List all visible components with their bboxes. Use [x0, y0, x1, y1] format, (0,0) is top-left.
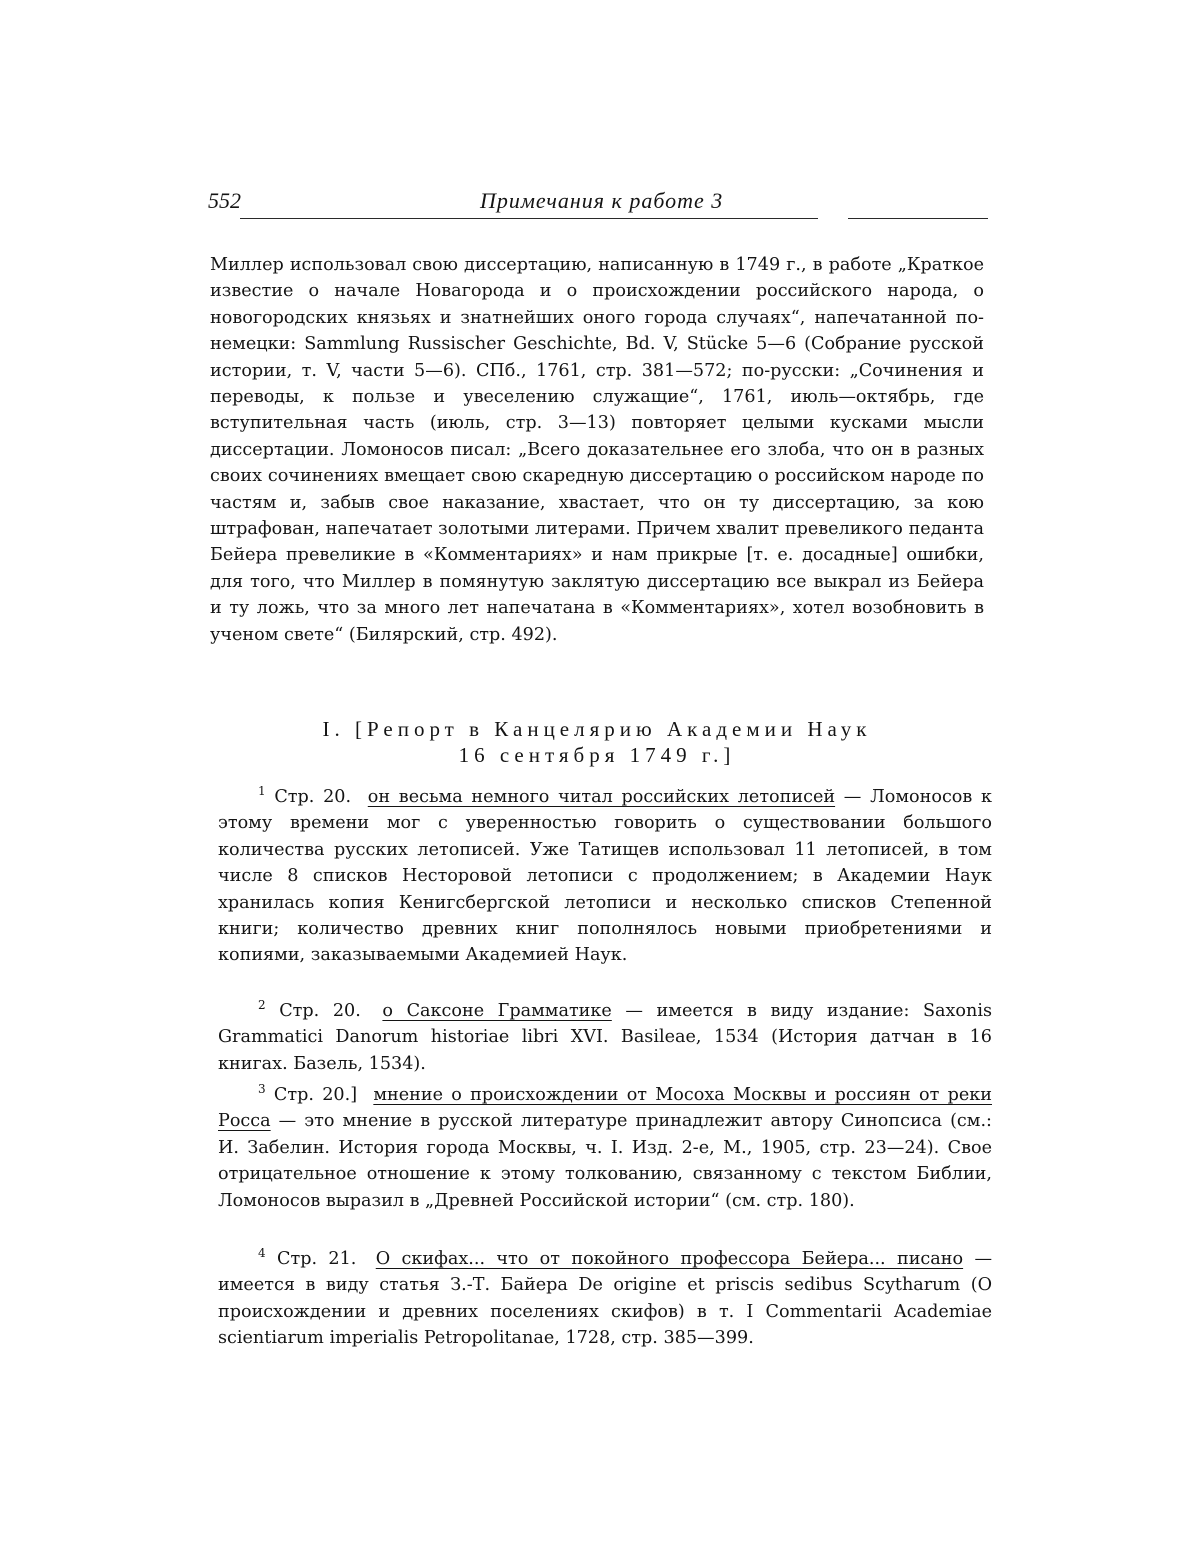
header-rule — [240, 218, 430, 219]
footnotes-list — [218, 784, 992, 1356]
page-number: 552 — [208, 188, 241, 214]
section-heading — [210, 716, 984, 768]
footnote-lemma: он весьма немного читал российских летописей — [368, 787, 835, 807]
section-heading-line-2: 16 сентября 1749 г.] — [210, 742, 984, 768]
footnote — [218, 1246, 992, 1352]
footnote-page-ref: Стр. 20. — [279, 1001, 361, 1021]
footnote-lemma: о Саксоне Грамматике — [382, 1001, 611, 1021]
footnote-number: 2 — [258, 998, 266, 1012]
page-header — [208, 188, 984, 228]
footnote-page-ref: Стр. 20. — [274, 787, 351, 807]
footnote-text: — имеется в виду издание: Saxonis Grammatici Danorum historiae libri XVI. Basileae, 1534 (История датчан в 16 книгах. Базель, 1534). — [218, 1001, 992, 1074]
footnote — [218, 1082, 992, 1242]
running-title: Примечания к работе 3 — [480, 188, 723, 214]
footnote-page-ref: Стр. 20.] — [274, 1085, 357, 1105]
section-heading-line-1: I. [Репорт в Канцелярию Академии Наук — [210, 716, 984, 742]
footnote-number: 1 — [258, 784, 266, 798]
footnote-text: — Ломоносов к этому времени мог с уверенностью говорить о существовании большого количества русских летописей. Уже Татищев использовал 11 летописей, в том числе 8 списков Несторовой летописи с продолжением; в Академии Наук хранилась копия Кенигсбергской летописи и несколько списков Степенной книги; количество древних книг пополнялось новыми приобретениями и копиями, заказываемыми Академией Наук. — [218, 787, 992, 965]
footnote — [218, 784, 992, 994]
footnote — [218, 998, 992, 1078]
footnote-page-ref: Стр. 21. — [277, 1249, 356, 1269]
footnote-number: 4 — [258, 1246, 266, 1260]
footnote-lemma: О скифах... что от покойного профессора Бейера... писано — [376, 1249, 963, 1269]
header-rule — [426, 218, 818, 219]
footnote-text: — это мнение в русской литературе принадлежит автору Синопсиса (см.: И. Забелин. История города Москвы, ч. I. Изд. 2-е, М., 1905, стр. 23—24). Свое отрицательное отношение к этому толкованию, связанному с текстом Библии, Ломоносов выразил в „Древней Российской истории“ (см. стр. 180). — [218, 1111, 992, 1210]
header-rule — [848, 218, 988, 219]
footnote-text: — имеется в виду статья З.-Т. Байера De origine et priscis sedibus Scytharum (О происхождении и древних поселениях скифов) в т. I Commentarii Academiae scientiarum imperialis Petropolitanae, 1728, стр. 385—399. — [218, 1249, 992, 1348]
intro-paragraph: Миллер использовал свою диссертацию, написанную в 1749 г., в работе „Краткое известие о начале Новагорода и о происхождении российского народа, о новогородских князьях и знатнейших оного города случаях“, напечатанной по-немецки: Sammlung Russischer Geschichte, Bd. V, Stücke 5—6 (Собрание русской истории, т. V, части 5—6). СПб., 1761, стр. 381—572; по-русски: „Сочинения и переводы, к пользе и увеселению служащие“, 1761, июль—октябрь, где вступительная часть (июль, стр. 3—13) повторяет целыми кусками мысли диссертации. Ломоносов писал: „Всего доказательнее его злоба, что он в разных своих сочинениях вмещает свою скаредную диссертацию о российском народе по частям и, забыв свое наказание, хвастает, что он ту диссертацию, за кою штрафован, напечатает золотыми литерами. Причем хвалит превеликого педанта Бейера превеликие в «Комментариях» и нам прикрые [т. е. досадные] ошибки, для того, что Миллер в помянутую заклятую диссертацию все выкрал из Бейера и ту ложь, что за много лет напечатана в «Комментариях», хотел возобновить в ученом свете“ (Билярский, стр. 492). — [210, 252, 984, 648]
footnote-lemma: мнение о происхождении от Мосоха Москвы и россиян от реки Росса — [218, 1085, 992, 1131]
footnote-number: 3 — [258, 1082, 266, 1096]
